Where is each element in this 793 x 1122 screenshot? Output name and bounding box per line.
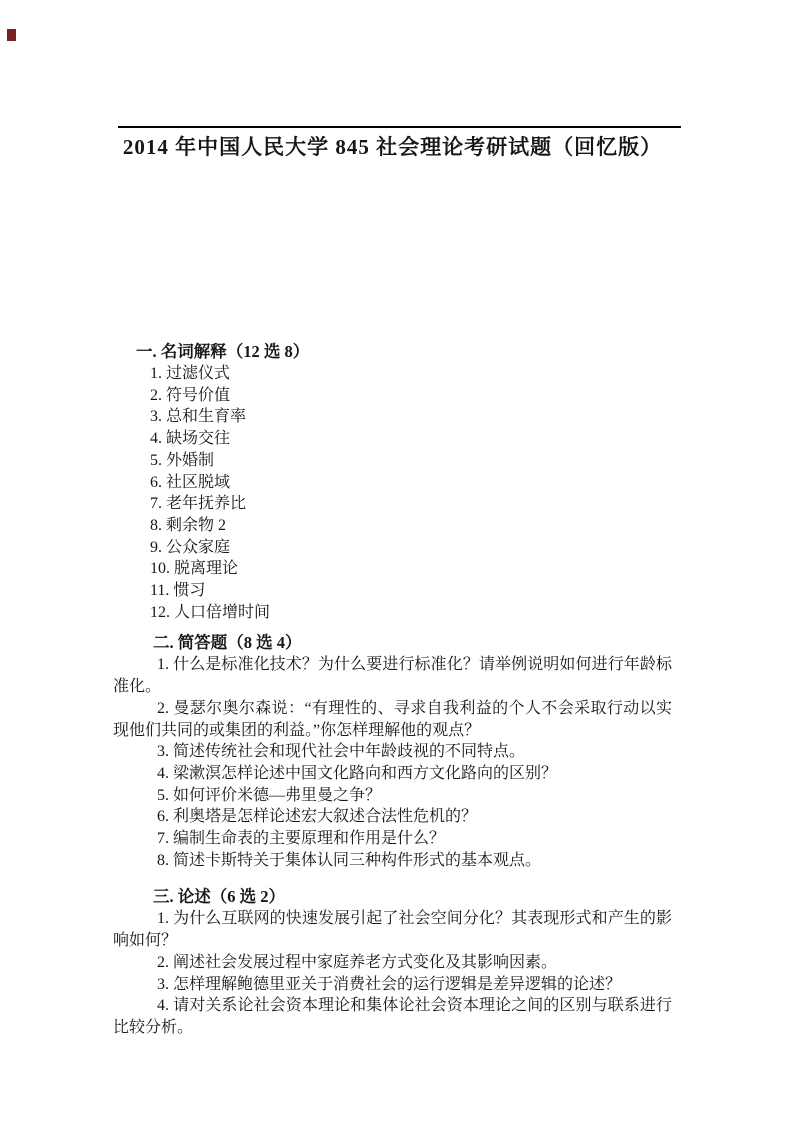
question-item: 2. 阐述社会发展过程中家庭养老方式变化及其影响因素。 <box>157 953 558 971</box>
section-definitions <box>113 341 672 623</box>
list-item: 1. 过滤仪式 <box>150 365 231 382</box>
document-content <box>113 126 672 1039</box>
question-item: 1. 为什么互联网的快速发展引起了社会空间分化？其表现形式和产生的影响如何？ <box>113 910 672 950</box>
question-item: 6. 利奥塔是怎样论述宏大叙述合法性危机的？ <box>157 808 478 826</box>
list-item: 9. 公众家庭 <box>150 538 231 556</box>
list-item: 11. 惯习 <box>150 582 206 600</box>
list-item: 7. 老年抚养比 <box>150 495 247 513</box>
page-title: 2014 年中国人民大学 845 社会理论考研试题（回忆版） <box>122 135 663 159</box>
list-item: 12. 人口倍增时间 <box>150 603 271 621</box>
list-item: 10. 脱离理论 <box>150 560 239 578</box>
list-item: 3. 总和生育率 <box>150 408 247 426</box>
question-item: 1. 什么是标准化技术？为什么要进行标准化？请举例说明如何进行年龄标准化。 <box>113 656 672 696</box>
section-heading: 二. 简答题（8 选 4） <box>153 633 302 653</box>
question-item: 7. 编制生命表的主要原理和作用是什么？ <box>157 830 446 848</box>
list-item: 8. 剩余物 2 <box>150 516 227 534</box>
title-rule <box>118 126 681 128</box>
question-item: 3. 怎样理解鲍德里亚关于消费社会的运行逻辑是差异逻辑的论述？ <box>157 975 622 993</box>
question-item: 4. 请对关系论社会资本理论和集体论社会资本理论之间的区别与联系进行比较分析。 <box>113 997 672 1036</box>
list-item: 2. 符号价值 <box>150 386 231 404</box>
list-item: 4. 缺场交往 <box>150 430 231 448</box>
question-item: 2. 曼瑟尔奥尔森说：“有理性的、寻求自我利益的个人不会采取行动以实现他们共同的或集团的利益。”你怎样理解他的观点？ <box>113 699 672 739</box>
question-item: 8. 简述卡斯特关于集体认同三种构件形式的基本观点。 <box>157 851 542 869</box>
section-short-answer <box>113 632 672 871</box>
section-essay <box>113 886 672 1038</box>
corner-mark <box>7 29 16 41</box>
question-item: 5. 如何评价米德—弗里曼之争？ <box>157 786 382 804</box>
question-item: 3. 简述传统社会和现代社会中年龄歧视的不同特点。 <box>157 743 526 761</box>
section-heading: 一. 名词解释（12 选 8） <box>136 342 310 361</box>
list-item: 5. 外婚制 <box>150 451 215 469</box>
section-heading: 三. 论述（6 选 2） <box>153 887 285 907</box>
list-item: 6. 社区脱域 <box>150 473 231 491</box>
question-item: 4. 梁漱溟怎样论述中国文化路向和西方文化路向的区别？ <box>157 764 558 782</box>
